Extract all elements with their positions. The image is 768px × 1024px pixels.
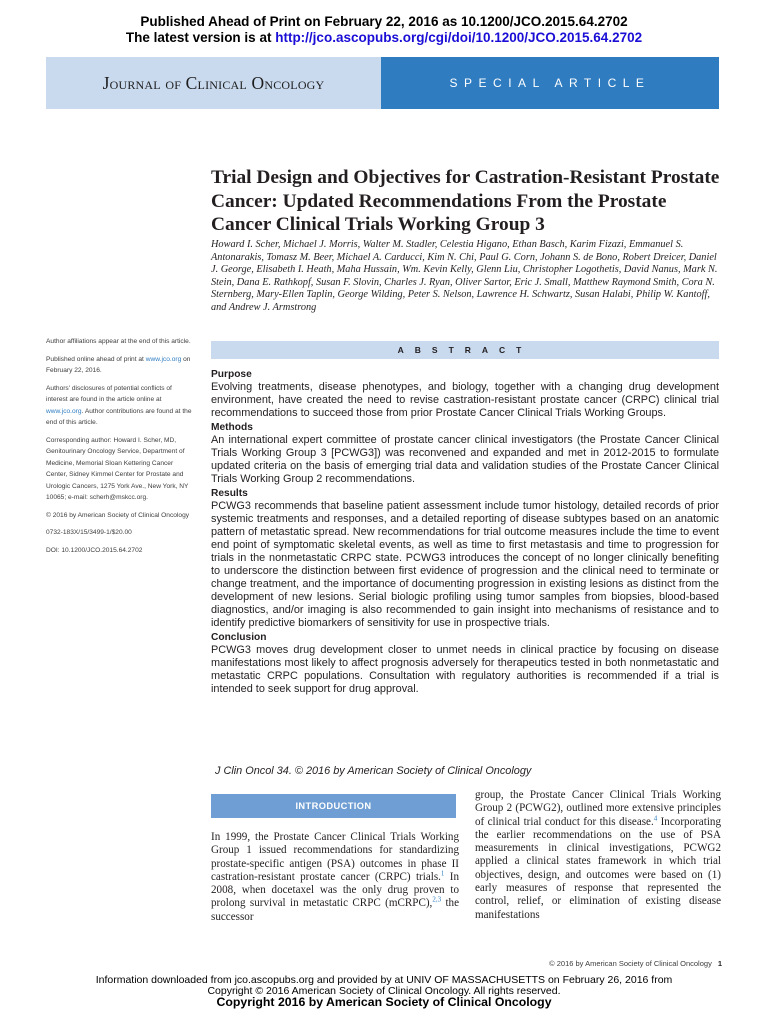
journal-name: Journal of Clinical Oncology <box>46 57 381 109</box>
introduction-heading: INTRODUCTION <box>211 794 456 818</box>
doi: DOI: 10.1200/JCO.2015.64.2702 <box>46 546 143 554</box>
page-number: 1 <box>717 959 722 968</box>
jco-link[interactable]: www.jco.org <box>145 355 182 363</box>
latest-version-notice <box>0 30 768 46</box>
disclosures-prefix: Authors' disclosures of potential conflicts of interest are found in the article online at <box>46 384 172 403</box>
article-sidebar <box>46 336 194 562</box>
results-text: PCWG3 recommends that baseline patient assessment include tumor histology, detailed records of prior systemic treatments and responses, and a detailed reporting of disease subtypes based on an anatomic pattern of metastatic spread. New recommendations for trial outcome measures include the time to event end point of symptomatic skeletal events, as well as time to first metastasis and time to progression for trials in the nonmetastatic CRPC state. PCWG3 introduces the concept of no longer clinically benefiting to underscore the distinction between first evidence of progression and the clinical need to terminate or change treatment, and the importance of documenting progression in existing lesions as distinct from the development of new lesions. Serial biologic profiling using tumor samples from biopsies, blood-based diagnostics, and/or imaging is also recommended to gain insight into mechanisms of resistance and to identify predictive biomarkers of sensitivity for use in prospective trials. <box>211 500 719 629</box>
disclosures-note <box>46 383 194 429</box>
intro-column-right <box>475 789 721 922</box>
corresponding-author: Corresponding author: Howard I. Scher, MD, Genitourinary Oncology Service, Department of Medicine, Memorial Sloan Kettering Cancer Center, Sidney Kimmel Center for Prostate and Urologic Cancers, 1275 York Ave., New York, NY 10065; e-mail: scherh@mskcc.org. <box>46 436 189 501</box>
reference-link[interactable]: 2,3 <box>432 895 442 904</box>
publication-notice: Published Ahead of Print on February 22, 2016 as 10.1200/JCO.2015.64.2702 <box>140 14 628 29</box>
results-heading: Results <box>211 488 248 499</box>
issn: 0732-183X/15/3499-1/$20.00 <box>46 529 132 536</box>
jco-link-2[interactable]: www.jco.org <box>46 407 82 415</box>
reference-link[interactable]: 1 <box>440 869 445 878</box>
author-list: Howard I. Scher, Michael J. Morris, Walter M. Stadler, Celestia Higano, Ethan Basch, Karim Fizazi, Emmanuel S. Antonarakis, Tomasz M. Beer, Michael A. Carducci, Kim N. Chi, Paul G. Corn, Johann S. de Bono, Robert Dreicer, Daniel J. George, Elisabeth I. Heath, Maha Hussain, Wm. Kevin Kelly, Glenn Liu, Christopher Logothetis, David Nanus, Mark N. Stein, Dana E. Rathkopf, Susan F. Slovin, Charles J. Ryan, Oliver Sartor, Eric J. Small, Matthew Raymond Smith, Cora N. Sternberg, Mary-Ellen Taplin, George Wilding, Peter S. Nelson, Lawrence H. Schwartz, Susan Halabi, Philip W. Kantoff, and Andrew J. Armstrong <box>211 239 718 313</box>
reference-link[interactable]: 4 <box>653 813 658 822</box>
abstract-conclusion <box>211 632 719 696</box>
published-note <box>46 354 194 377</box>
intro-text-d: group, the Prostate Cancer Clinical Trials Working Group 2 (PCWG2), outlined more extensive principles of clinical trial conduct for this disease. <box>475 789 721 828</box>
abstract-heading: ABSTRACT <box>211 341 719 359</box>
published-prefix: Published online ahead of print at <box>46 355 146 363</box>
page-footer <box>0 959 722 968</box>
abstract-results <box>211 488 719 630</box>
intro-text-e: Incorporating the earlier recommendations on the use of PSA measurements in clinical investigations, PCWG2 applied a clinical states framework in which trial objectives, design, and outcomes were based on (1) early measures of response that represented the control, relief, or elimination of existing disease manifestations <box>475 815 721 921</box>
rights-notice: Copyright © 2016 American Society of Clinical Oncology. All rights reserved. <box>207 985 561 997</box>
section-label: SPECIAL ARTICLE <box>381 57 719 109</box>
conclusion-text: PCWG3 moves drug development closer to unmet needs in clinical practice by focusing on disease manifestations most likely to affect prognosis adversely for therapeutics tested in both nonmetastatic and metastatic CRPC populations. Consultation with regulatory authorities is recommended if a trial is intended to seek support for drug approval. <box>211 644 719 695</box>
affiliations-note: Author affiliations appear at the end of this article. <box>46 338 191 345</box>
latest-version-prefix: The latest version is at <box>125 30 276 45</box>
abstract <box>211 368 719 698</box>
methods-text: An international expert committee of prostate cancer clinical investigators (the Prostate Cancer Clinical Trials Working Group 3 [PCWG3]) was reconvened and expanded and met in 2012-2015 to formulate updated criteria on the basis of emerging trial data and validation studies of the Prostate Cancer Clinical Trials Working Group 2 recommendations. <box>211 434 719 485</box>
footer-copyright: © 2016 by American Society of Clinical Oncology <box>549 959 712 968</box>
disclosures-suffix: . Author contributions are found at the end of this article. <box>46 407 192 426</box>
article-title: Trial Design and Objectives for Castration-Resistant Prostate Cancer: Updated Recommendations From the Prostate Cancer Clinical Trials Working Group 3 <box>211 167 720 235</box>
citation-line: J Clin Oncol 34. © 2016 by American Society of Clinical Oncology <box>215 765 532 777</box>
intro-text-b: In 2008, when docetaxel was the only drug proven to prolong survival in metastatic CRPC (mCRPC), <box>211 870 460 910</box>
intro-column-left <box>211 831 459 924</box>
abstract-purpose <box>211 369 719 420</box>
methods-heading: Methods <box>211 422 253 433</box>
intro-text-a: In 1999, the Prostate Cancer Clinical Trials Working Group 1 issued recommendations for standardizing prostate-specific antigen (PSA) outcomes in phase II castration-resistant prostate cancer (CRPC) trials. <box>211 831 459 883</box>
intro-text-c: the successor <box>211 897 460 923</box>
published-suffix: on February 22, 2016. <box>46 355 191 374</box>
conclusion-heading: Conclusion <box>211 632 267 643</box>
purpose-text: Evolving treatments, disease phenotypes, and biology, together with a changing drug development environment, have created the need to revise castration-resistant prostate cancer (CRPC) clinical trial recommendations to succeed those from prior Prostate Cancer Clinical Trials Working Groups. <box>211 381 719 419</box>
download-notice: Information downloaded from jco.ascopubs.org and provided by at UNIV OF MASSACHUSETTS on February 26, 2016 from <box>95 974 673 986</box>
purpose-heading: Purpose <box>211 369 252 380</box>
journal-header <box>46 57 719 109</box>
doi-link[interactable]: http://jco.ascopubs.org/cgi/doi/10.1200/JCO.2015.64.2702 <box>275 30 643 45</box>
abstract-methods <box>211 422 719 486</box>
sidebar-copyright: © 2016 by American Society of Clinical Oncology <box>46 511 190 519</box>
bold-copyright: Copyright 2016 by American Society of Clinical Oncology <box>216 995 552 1009</box>
